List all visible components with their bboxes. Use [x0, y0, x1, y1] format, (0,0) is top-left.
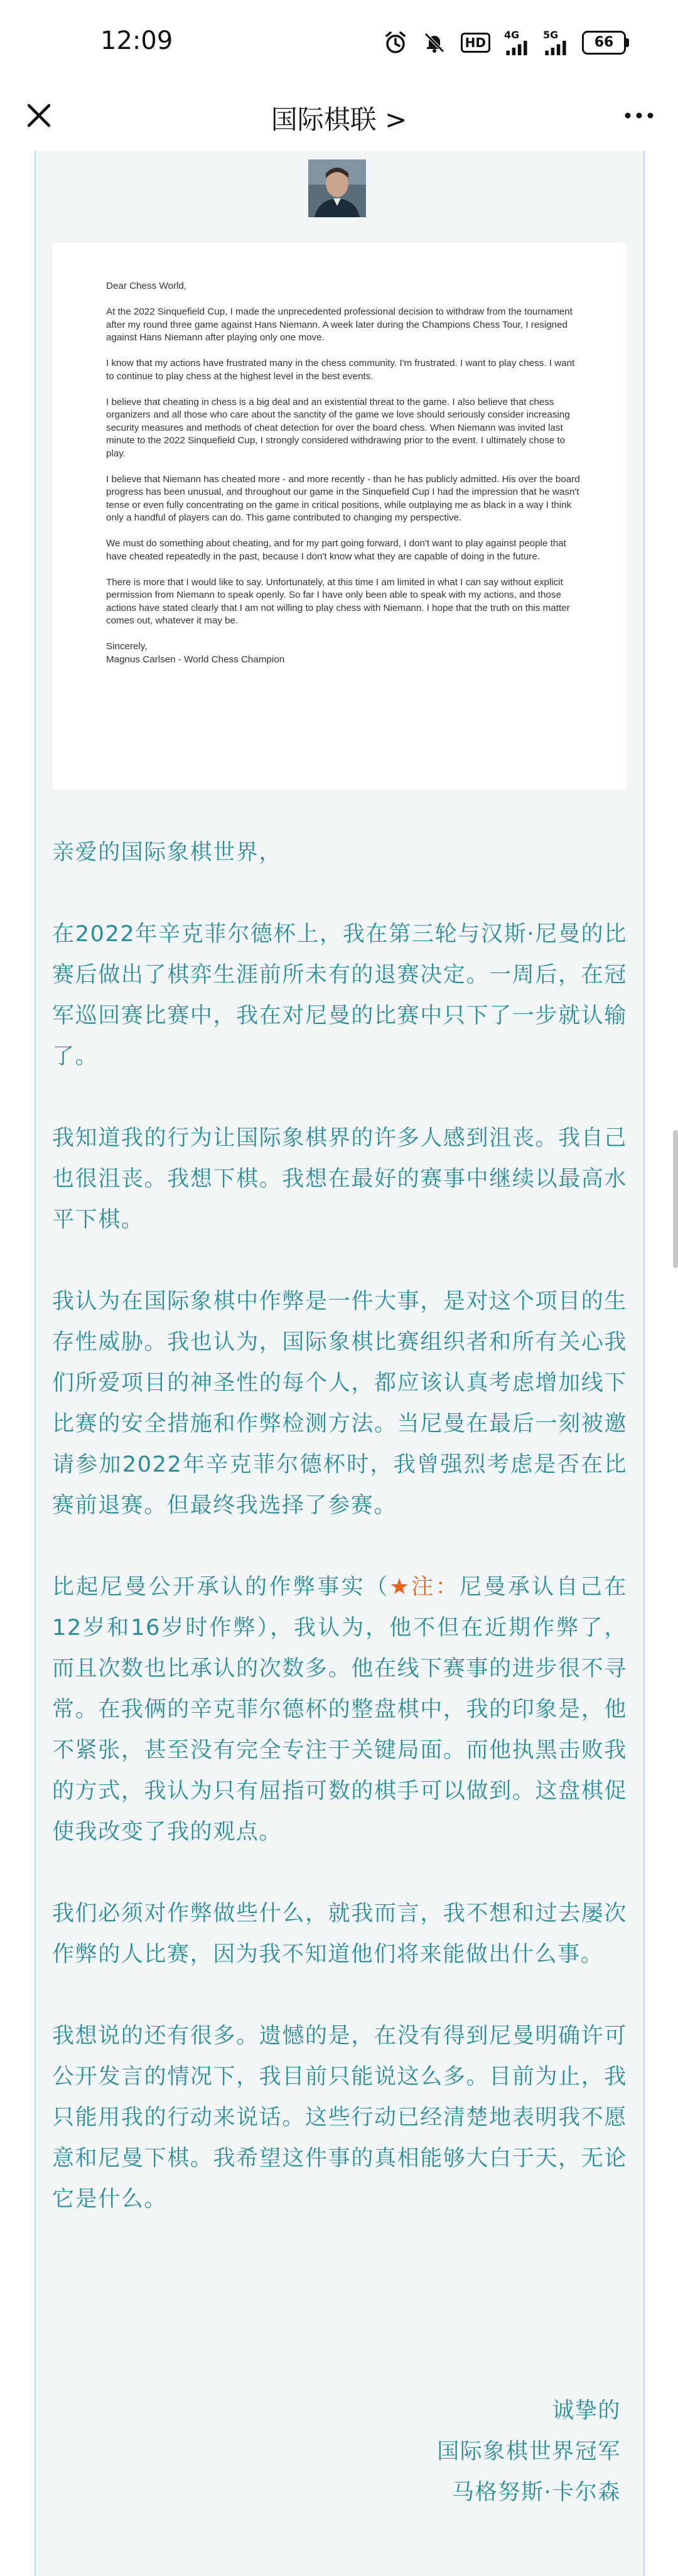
article-body — [35, 151, 645, 2576]
letter-paragraph: We must do something about cheating, and for my part going forward, I don't want to play against people that have cheated repeatedly in the past, because I don't know what they are capable of doing in the future. — [106, 538, 566, 562]
cn-greeting: 亲爱的国际象棋世界， — [52, 840, 282, 865]
cn-sign-closing: 诚挚的 — [552, 2398, 621, 2423]
cn-paragraph-2: 我知道我的行为让国际象棋界的许多人感到沮丧。我自己也很沮丧。我想下棋。我想在最好的赛事中继续以最高水平下棋。 — [52, 1126, 627, 1232]
letter-paragraph: I believe that Niemann has cheated more - and more recently - than he has publicly admitted. His over the board progress has been unusual, and throughout our game in the Sinquefield Cup I had the impression that he wasn't tense or even fully concentrating on the game in critical positions, while outplaying me as black in a way I think only a handful of players can do. This game contributed to changing my perspective. — [106, 473, 580, 523]
battery-icon — [582, 31, 629, 55]
nav-bar — [0, 80, 678, 151]
letter-paragraph: There is more that I would like to say. Unfortunately, at this time I am limited in what I can say without explicit permission from Niemann to speak openly. So far I have only been able to speak with my actions, and those actions have stated clearly that I am not willing to play chess with Niemann. I hope that the truth on this matter comes out, whatever it may be. — [106, 576, 570, 626]
letter-signature: Magnus Carlsen - World Chess Champion — [106, 654, 285, 665]
mute-icon — [422, 30, 447, 55]
letter-greeting: Dear Chess World, — [106, 281, 187, 291]
status-icons — [383, 29, 629, 57]
status-time: 12:09 — [100, 26, 173, 55]
cn-paragraph-4 — [52, 1567, 627, 1853]
letter-closing: Sincerely, — [106, 641, 148, 652]
signal-4g-icon — [504, 30, 529, 55]
more-icon[interactable] — [619, 95, 659, 136]
battery-level: 66 — [582, 31, 626, 55]
letter-english — [106, 280, 583, 666]
cn-p4-part-b: 尼曼承认自己在12岁和16岁时作弊），我认为，他不但在近期作弊了，而且次数也比承认的次数多。他在线下赛事的进步很不寻常。在我俩的辛克菲尔德杯的整盘棋中，我的印象是，他不紧张，甚至没有完全专注于关键局面。而他执黑击败我的方式，我认为只有屈指可数的棋手可以做到。这盘棋促使我改变了我的观点。 — [52, 1575, 627, 1845]
signal-4g-label: 4G — [504, 29, 520, 41]
signal-5g-label: 5G — [543, 29, 559, 41]
alarm-icon — [383, 30, 408, 55]
letter-paragraph: At the 2022 Sinquefield Cup, I made the unprecedented professional decision to withdraw from the tournament after my round three game against Hans Niemann. A week later during the Champions Chess Tour, I resigned against Hans Niemann after playing only one move. — [106, 306, 573, 343]
account-title[interactable]: 国际棋联 > — [271, 104, 407, 135]
cn-sign-title: 国际象棋世界冠军 — [437, 2439, 621, 2464]
cn-paragraph-6: 我想说的还有很多。遗憾的是，在没有得到尼曼明确许可公开发言的情况下，我目前只能说这么多。目前为止，我只能用我的行动来说话。这些行动已经清楚地表明我不愿意和尼曼下棋。我希望这件事的真相能够大白于天，无论它是什么。 — [52, 2024, 627, 2212]
status-bar — [0, 0, 678, 80]
cn-signature-block — [437, 2391, 621, 2513]
letter-paragraph: I believe that cheating in chess is a big deal and an existential threat to the game. I also believe that chess organizers and all those who care about the sanctity of the game we love should seriously consider increasing security measures and methods of cheat detection for over the board chess. When Niemann was invited last minute to the 2022 Sinquefield Cup, I strongly considered withdrawing prior to the event. I ultimately chose to play. — [106, 396, 570, 459]
cn-paragraph-1: 在2022年辛克菲尔德杯上，我在第三轮与汉斯·尼曼的比赛后做出了棋弈生涯前所未有的退赛决定。一周后，在冠军巡回赛比赛中，我在对尼曼的比赛中只下了一步就认输了。 — [52, 922, 627, 1069]
cn-paragraph-3: 我认为在国际象棋中作弊是一件大事，是对这个项目的生存性威胁。我也认为，国际象棋比赛组织者和所有关心我们所爱项目的神圣性的每个人，都应该认真考虑增加线下比赛的安全措施和作弊检测方法。当尼曼在最后一刻被邀请参加2022年辛克菲尔德杯时，我曾强烈考虑是否在比赛前退赛。但最终我选择了参赛。 — [52, 1289, 627, 1518]
scrollbar[interactable] — [673, 1130, 678, 1268]
hd-badge: HD — [461, 33, 490, 53]
signal-5g-icon — [543, 30, 568, 55]
avatar — [308, 159, 366, 217]
letter-paragraph: I know that my actions have frustrated many in the chess community. I'm frustrated. I want to play chess. I want to continue to play chess at the highest level in the best events. — [106, 358, 575, 382]
author-photo-icon — [308, 159, 366, 217]
cn-paragraph-5: 我们必须对作弊做些什么，就我而言，我不想和过去屡次作弊的人比赛，因为我不知道他们将来能做出什么事。 — [52, 1901, 627, 1967]
cn-p4-part-a: 比起尼曼公开承认的作弊事实（ — [52, 1575, 390, 1600]
cn-note-label: ★注： — [389, 1575, 460, 1600]
chinese-translation — [52, 833, 627, 2261]
letter-image — [52, 242, 627, 790]
cn-sign-name: 马格努斯·卡尔森 — [452, 2480, 621, 2505]
